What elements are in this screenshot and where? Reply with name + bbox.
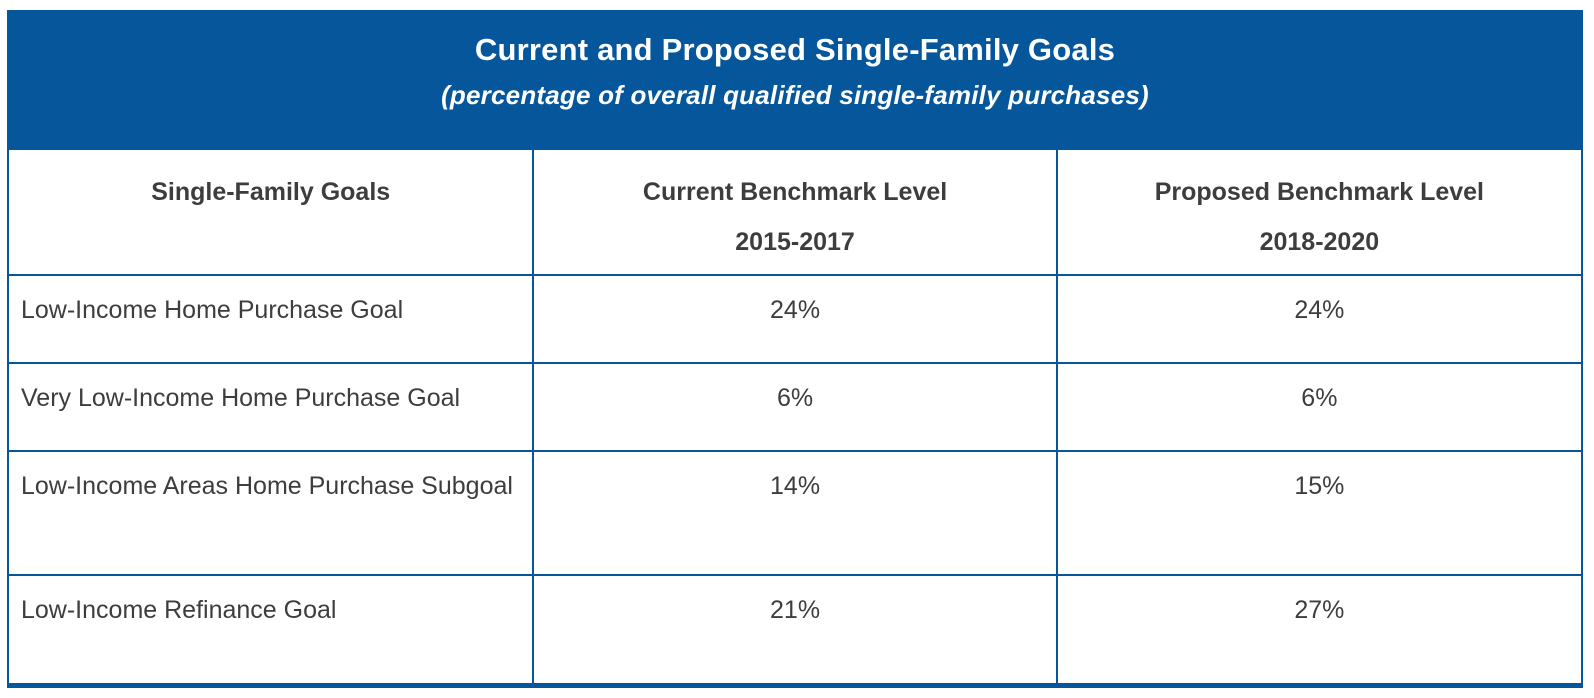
table-row (8, 363, 1582, 451)
proposed-benchmark-cell: 24% (1057, 275, 1582, 363)
proposed-benchmark-cell: 15% (1057, 451, 1582, 575)
column-header-goals-label: Single-Family Goals (151, 178, 391, 206)
column-header-goals (8, 149, 533, 275)
single-family-goals-table (7, 148, 1583, 688)
goal-name-cell: Low-Income Refinance Goal (8, 575, 533, 685)
goal-name-cell: Low-Income Areas Home Purchase Subgoal (8, 451, 533, 575)
proposed-benchmark-cell: 27% (1057, 575, 1582, 685)
table-row (8, 575, 1582, 685)
column-header-proposed-years: 2018-2020 (1259, 228, 1380, 256)
column-header-proposed-label: Proposed Benchmark Level (1154, 178, 1485, 206)
table-row (8, 275, 1582, 363)
goals-table-container (7, 10, 1583, 688)
column-header-current-label: Current Benchmark Level (642, 178, 948, 206)
current-benchmark-cell: 21% (533, 575, 1056, 685)
column-header-current-benchmark (533, 149, 1056, 275)
proposed-benchmark-cell: 6% (1057, 363, 1582, 451)
table-title: Current and Proposed Single-Family Goals (474, 32, 1116, 67)
column-header-goals-sublabel (9, 227, 532, 257)
table-subtitle: (percentage of overall qualified single-family purchases) (441, 80, 1149, 110)
table-title-banner (7, 10, 1583, 148)
current-benchmark-cell: 24% (533, 275, 1056, 363)
current-benchmark-cell: 14% (533, 451, 1056, 575)
current-benchmark-cell: 6% (533, 363, 1056, 451)
goal-name-cell: Very Low-Income Home Purchase Goal (8, 363, 533, 451)
header-row (8, 149, 1582, 275)
column-header-proposed-benchmark (1057, 149, 1582, 275)
column-header-current-years: 2015-2017 (735, 228, 855, 256)
goal-name-cell: Low-Income Home Purchase Goal (8, 275, 533, 363)
table-row (8, 451, 1582, 575)
